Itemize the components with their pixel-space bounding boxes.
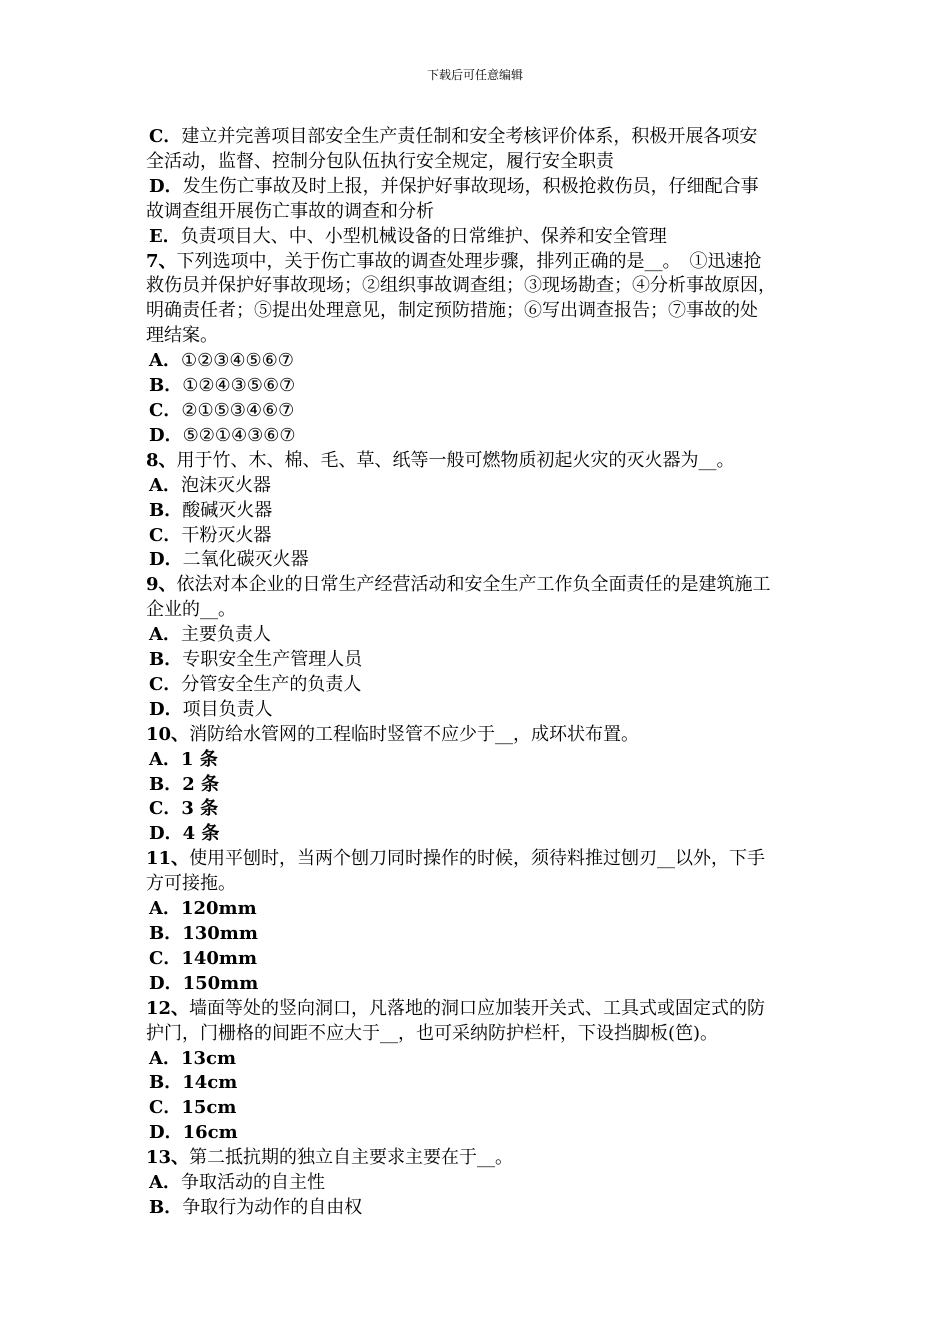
option-line — [146, 1047, 826, 1072]
option-text: 140mm — [181, 947, 257, 969]
option-text: 分管安全生产的负责人 — [181, 673, 362, 695]
option-text: 发生伤亡事故及时上报，并保护好事故现场，积极抢救伤员，仔细配合事 — [182, 175, 759, 197]
question-number: 12、 — [146, 997, 190, 1019]
option-letter: D． — [149, 972, 183, 994]
option-letter: C． — [149, 673, 182, 695]
option-text: 150mm — [182, 972, 259, 994]
option-line — [146, 698, 826, 723]
option-line — [146, 797, 826, 822]
question-text: 使用平刨时，当两个刨刀同时操作的时候，须待料推过刨刃__以外，下手 — [189, 848, 766, 870]
option-letter: A． — [149, 350, 181, 372]
question-number: 9、 — [146, 574, 177, 596]
option-letter: B． — [149, 1072, 183, 1094]
option-line — [146, 399, 826, 424]
question-line — [146, 449, 826, 474]
option-text: 酸碱灭火器 — [182, 499, 273, 521]
option-letter: C． — [149, 524, 182, 546]
question-number: 13、 — [146, 1147, 190, 1169]
option-text-continued: 全活动，监督、控制分包队伍执行安全规定，履行安全职责 — [146, 150, 614, 172]
option-letter: B． — [149, 375, 183, 397]
option-line — [146, 1121, 826, 1146]
option-text: 二氧化碳灭火器 — [182, 549, 309, 571]
question-text-continued: 企业的__。 — [146, 599, 236, 621]
option-text: ⑤②①④③⑥⑦ — [182, 424, 296, 446]
option-line — [146, 424, 826, 449]
option-line — [146, 524, 826, 549]
option-line — [146, 623, 826, 648]
question-text: 第二抵抗期的独立自主要求主要在于__。 — [189, 1147, 514, 1169]
option-text: 130mm — [182, 923, 258, 944]
option-letter: C． — [149, 798, 182, 820]
question-text-continued: 理结案。 — [146, 325, 218, 347]
option-text: 14cm — [182, 1072, 238, 1094]
option-text: 1 条 — [180, 748, 218, 770]
option-line — [146, 1196, 826, 1221]
question-text: 墙面等处的竖向洞口，凡落地的洞口应加装开关式、工具式或固定式的防 — [189, 997, 766, 1019]
question-line — [146, 573, 826, 598]
option-letter: B． — [149, 649, 183, 671]
option-text: 争取行为动作的自由权 — [182, 1196, 363, 1218]
option-letter: C． — [149, 399, 182, 421]
option-letter: D． — [149, 823, 183, 845]
question-number: 7、 — [146, 250, 177, 272]
question-text-continued: 方可接拖。 — [146, 873, 236, 895]
option-letter: C． — [149, 126, 182, 147]
option-text: 15cm — [181, 1097, 237, 1119]
option-line — [146, 1071, 826, 1096]
option-line — [146, 374, 826, 399]
option-text: 120mm — [180, 898, 257, 920]
option-letter: A． — [149, 748, 181, 770]
option-line — [146, 822, 826, 847]
option-letter: B． — [149, 773, 183, 795]
option-letter: D． — [149, 424, 183, 446]
option-line — [146, 175, 826, 200]
option-line — [146, 474, 826, 499]
question-line — [146, 997, 826, 1022]
question-text-continued: 明确责任者；⑤提出处理意见，制定预防措施；⑥写出调查报告；⑦事故的处 — [146, 300, 758, 322]
option-text: 干粉灭火器 — [181, 524, 272, 546]
option-letter: A． — [149, 474, 181, 496]
option-text: 负责项目大、中、小型机械设备的日常维护、保养和安全管理 — [180, 225, 667, 247]
option-line — [146, 773, 826, 798]
option-letter: E． — [149, 225, 181, 247]
page-header: 下载后可任意编辑 — [426, 68, 523, 82]
question-text: 依法对本企业的日常生产经营活动和安全生产工作负全面责任的是建筑施工 — [176, 574, 771, 596]
option-letter: B． — [149, 923, 183, 944]
option-text: 2 条 — [182, 773, 220, 795]
question-number: 10、 — [146, 723, 190, 745]
option-text: 争取活动的自主性 — [180, 1172, 325, 1194]
question-text: 消防给水管网的工程临时竖管不应少于__，成环状布置。 — [189, 723, 640, 745]
option-text: 13cm — [180, 1047, 237, 1069]
option-line — [146, 125, 826, 150]
question-text-continued: 救伤员并保护好事故现场；②组织事故调查组；③现场勘查；④分析事故原因， — [146, 275, 776, 297]
option-letter: D． — [149, 175, 183, 197]
option-line — [146, 1171, 826, 1196]
option-text-continued: 故调查组开展伤亡事故的调查和分析 — [146, 200, 434, 222]
option-line — [146, 648, 826, 673]
option-letter: A． — [149, 1047, 181, 1069]
question-text: 用于竹、木、棉、毛、草、纸等一般可燃物质初起火灾的灭火器为__。 — [176, 449, 735, 471]
option-text: 4 条 — [182, 823, 220, 845]
question-text: 下列选项中，关于伤亡事故的调查处理步骤，排列正确的是__。 ①迅速抢 — [176, 250, 762, 272]
option-letter: D． — [149, 698, 183, 720]
option-line — [146, 947, 826, 972]
option-text: 3 条 — [181, 798, 219, 820]
document-body — [146, 125, 826, 1221]
option-text: ①②④③⑤⑥⑦ — [182, 375, 296, 397]
option-letter: A． — [149, 624, 181, 646]
question-line — [146, 1146, 826, 1171]
question-text-continued: 护门，门栅格的间距不应大于__，也可采纳防护栏杆，下设挡脚板(笆)。 — [146, 1022, 719, 1044]
option-line — [146, 1096, 826, 1121]
option-line — [146, 225, 826, 250]
option-letter: A． — [149, 898, 181, 920]
option-letter: C． — [149, 1097, 182, 1119]
question-line — [146, 250, 826, 275]
option-letter: D． — [149, 549, 183, 571]
option-letter: B． — [149, 499, 183, 521]
option-text: ②①⑤③④⑥⑦ — [181, 399, 295, 421]
option-text: 泡沫灭火器 — [180, 474, 271, 496]
question-line — [146, 847, 826, 872]
option-letter: C． — [149, 947, 182, 969]
option-text: 主要负责人 — [180, 624, 271, 646]
option-line — [146, 673, 826, 698]
option-text: 建立并完善项目部安全生产责任制和安全考核评价体系，积极开展各项安 — [181, 126, 758, 147]
question-line — [146, 723, 826, 748]
question-number: 8、 — [146, 449, 177, 471]
option-text: 专职安全生产管理人员 — [182, 649, 363, 671]
option-line — [146, 548, 826, 573]
option-line — [146, 897, 826, 922]
option-letter: A． — [149, 1172, 181, 1194]
option-text: 项目负责人 — [182, 698, 273, 720]
option-line — [146, 499, 826, 524]
option-letter: D． — [149, 1122, 183, 1144]
option-line — [146, 349, 826, 374]
option-line — [146, 922, 826, 947]
option-text: 16cm — [182, 1122, 238, 1144]
question-number: 11、 — [146, 848, 190, 870]
option-line — [146, 748, 826, 773]
option-text: ①②③④⑤⑥⑦ — [180, 350, 294, 372]
option-letter: B． — [149, 1196, 183, 1218]
option-line — [146, 972, 826, 997]
